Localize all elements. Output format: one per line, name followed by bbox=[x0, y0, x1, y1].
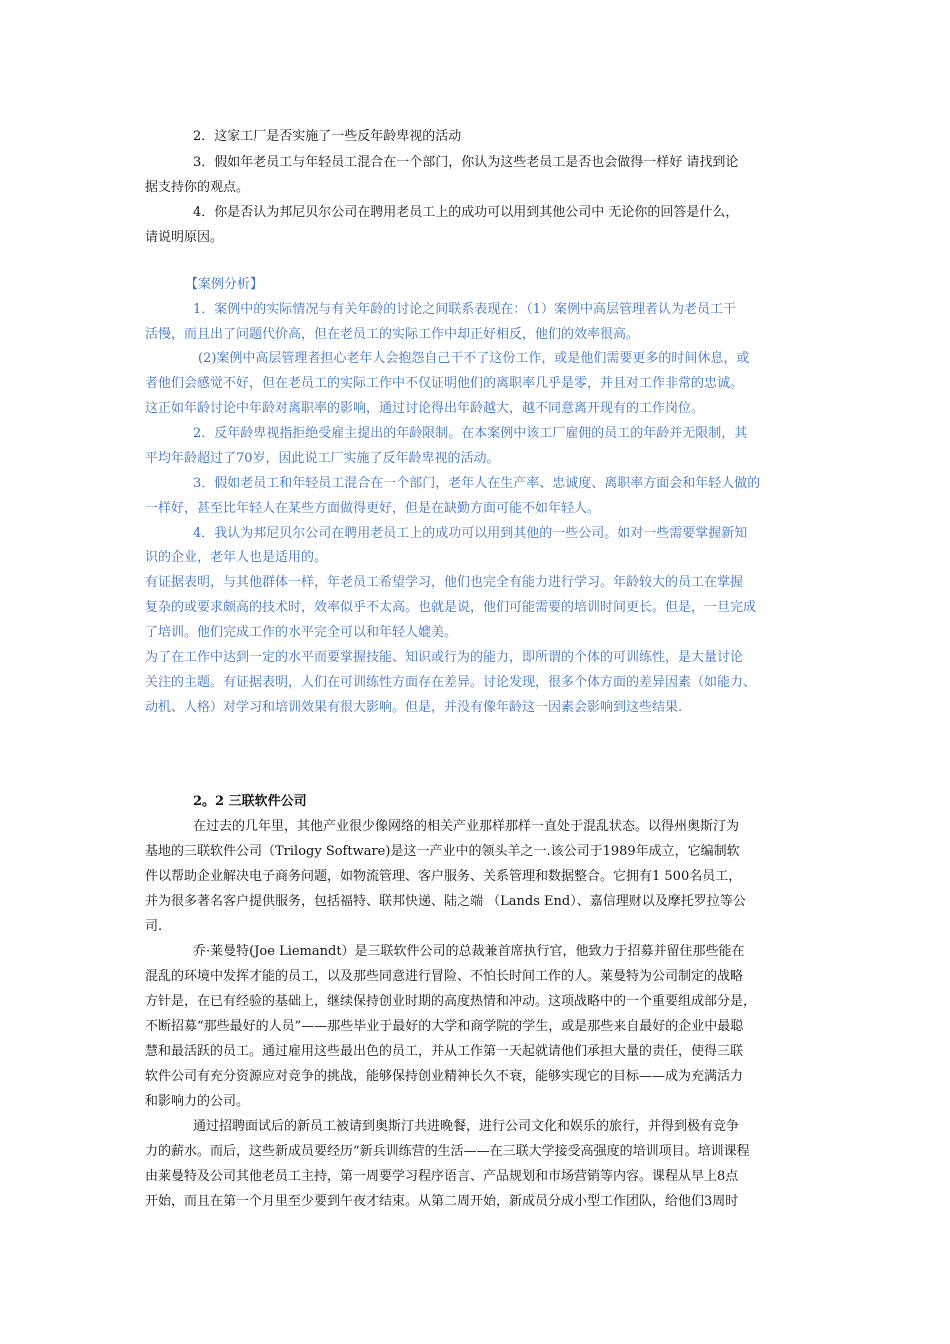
section-para-2-line-2: 混乱的环境中发挥才能的员工，以及那些同意进行冒险、不怕长时间工作的人。莱曼特为公司制定的战略 bbox=[145, 969, 744, 984]
analysis-trainability-line-3: 动机、人格）对学习和培训效果有很大影响。但是，并没有像年龄这一因素会影响到这些结果. bbox=[145, 700, 683, 715]
section-para-3-line-3: 由莱曼特及公司其他老员工主持，第一周要学习程序语言、产品规划和市场营销等内容。课程从早上8点 bbox=[145, 1169, 739, 1184]
analysis-1-line-1: 1．案例中的实际情况与有关年龄的讨论之间联系表现在：（1）案例中高层管理者认为老员工干 bbox=[193, 302, 737, 317]
analysis-heading: 【案例分析】 bbox=[185, 277, 264, 292]
analysis-4-line-1: 4．我认为邦尼贝尔公司在聘用老员工上的成功可以用到其他的一些公司。如对一些需要掌握新知 bbox=[193, 526, 748, 541]
section-title: 2。2 三联软件公司 bbox=[193, 794, 307, 809]
analysis-evidence-line-2: 复杂的或要求颇高的技术时，效率似乎不太高。也就是说，他们可能需要的培训时间更长。但是，一旦完成 bbox=[145, 600, 757, 615]
section-para-3-line-2: 力的薪水。而后，这些新成员要经历“新兵训练营的生活——在三联大学接受高强度的培训项目。培训课程 bbox=[145, 1144, 750, 1159]
analysis-4-line-2: 识的企业，老年人也是适用的。 bbox=[145, 550, 328, 565]
analysis-trainability-line-2: 关注的主题。有证据表明，人们在可训练性方面存在差异。讨论发现，很多个体方面的差异因素（如能力、 bbox=[145, 675, 757, 690]
section-para-2-line-4: 不断招募“那些最好的人员”——那些毕业于最好的大学和商学院的学生，或是那些来自最好的企业中最聪 bbox=[145, 1019, 744, 1034]
analysis-3-line-2: 一样好，甚至比年轻人在某些方面做得更好，但是在缺勤方面可能不如年轻人。 bbox=[145, 501, 601, 516]
section-para-3-line-4: 开始，而且在第一个月里至少要到午夜才结束。从第二周开始，新成员分成小型工作团队，给他们3周时 bbox=[145, 1194, 739, 1209]
section-para-2-line-1: 乔·莱曼特(Joe Liemandt）是三联软件公司的总裁兼首席执行官，他致力于招募并留住那些能在 bbox=[193, 944, 745, 959]
analysis-1b-line-2: 者他们会感觉不好，但在老员工的实际工作中不仅证明他们的离职率几乎是零，并且对工作非常的忠诚。 bbox=[145, 376, 744, 391]
analysis-2-line-2: 平均年龄超过了70岁，因此说工厂实施了反年龄卑视的活动。 bbox=[145, 451, 500, 466]
analysis-3-line-1: 3．假如老员工和年轻员工混合在一个部门，老年人在生产率、忠诚度、离职率方面会和年轻人做的 bbox=[193, 476, 761, 491]
section-para-2-line-5: 慧和最活跃的员工。通过雇用这些最出色的员工，并从工作第一天起就请他们承担大量的责任，使得三联 bbox=[145, 1044, 744, 1059]
section-para-1-line-4: 并为很多著名客户提供服务，包括福特、联邦快递、陆之端 （Lands End）、嘉信理财以及摩托罗拉等公 bbox=[145, 894, 746, 909]
analysis-evidence-line-1: 有证据表明，与其他群体一样，年老员工希望学习，他们也完全有能力进行学习。年龄较大的员工在掌握 bbox=[145, 575, 744, 590]
section-para-3-line-1: 通过招聘面试后的新员工被请到奥斯汀共进晚餐，进行公司文化和娱乐的旅行，并得到极有竞争 bbox=[193, 1119, 740, 1134]
section-para-1-line-1: 在过去的几年里，其他产业很少像网络的相关产业那样那样一直处于混乱状态。以得州奥斯汀为 bbox=[193, 819, 740, 834]
question-4-line-2: 请说明原因。 bbox=[145, 230, 224, 245]
analysis-evidence-line-3: 了培训。他们完成工作的水平完全可以和年轻人媲美。 bbox=[145, 625, 458, 640]
section-para-1-line-3: 件以帮助企业解决电子商务问题，如物流管理、客户服务、关系管理和数据整合。它拥有1 500名员工， bbox=[145, 869, 742, 884]
section-para-1-line-5: 司. bbox=[145, 919, 163, 934]
analysis-1b-line-3: 这正如年龄讨论中年龄对离职率的影响，通过讨论得出年龄越大，越不同意离开现有的工作岗位。 bbox=[145, 401, 705, 416]
analysis-trainability-line-1: 为了在工作中达到一定的水平而要掌握技能、知识或行为的能力，即所谓的个体的可训练性，是大量讨论 bbox=[145, 650, 744, 665]
question-2: 2．这家工厂是否实施了一些反年龄卑视的活动 bbox=[193, 129, 462, 144]
section-para-2-line-7: 和影响力的公司。 bbox=[145, 1094, 250, 1109]
section-para-2-line-6: 软件公司有充分资源应对竞争的挑战，能够保持创业精神长久不衰，能够实现它的目标——成为充满活力 bbox=[145, 1069, 744, 1084]
question-4-line-1: 4．你是否认为邦尼贝尔公司在聘用老员工上的成功可以用到其他公司中 无论你的回答是什么， bbox=[193, 205, 739, 220]
question-3-line-1: 3．假如年老员工与年轻员工混合在一个部门，你认为这些老员工是否也会做得一样好 请找到论 bbox=[193, 155, 739, 170]
question-3-line-2: 据支持你的观点。 bbox=[145, 180, 250, 195]
section-para-1-line-2: 基地的三联软件公司（Trilogy Software)是这一产业中的领头羊之一.该公司于1989年成立，它编制软 bbox=[145, 844, 740, 859]
analysis-1-line-2: 活慢，而且出了问题代价高，但在老员工的实际工作中却正好相反，他们的效率很高。 bbox=[145, 327, 640, 342]
analysis-2-line-1: 2．反年龄卑视指拒绝受雇主提出的年龄限制。在本案例中该工厂雇佣的员工的年龄并无限制，其 bbox=[193, 426, 748, 441]
analysis-1b-line-1: (2)案例中高层管理者担心老年人会抱怨自己干不了这份工作，或是他们需要更多的时间休息，或 bbox=[198, 351, 750, 366]
section-para-2-line-3: 方针是，在已有经验的基础上，继续保持创业时期的高度热情和冲动。这项战略中的一个重要组成部分是， bbox=[145, 994, 757, 1009]
